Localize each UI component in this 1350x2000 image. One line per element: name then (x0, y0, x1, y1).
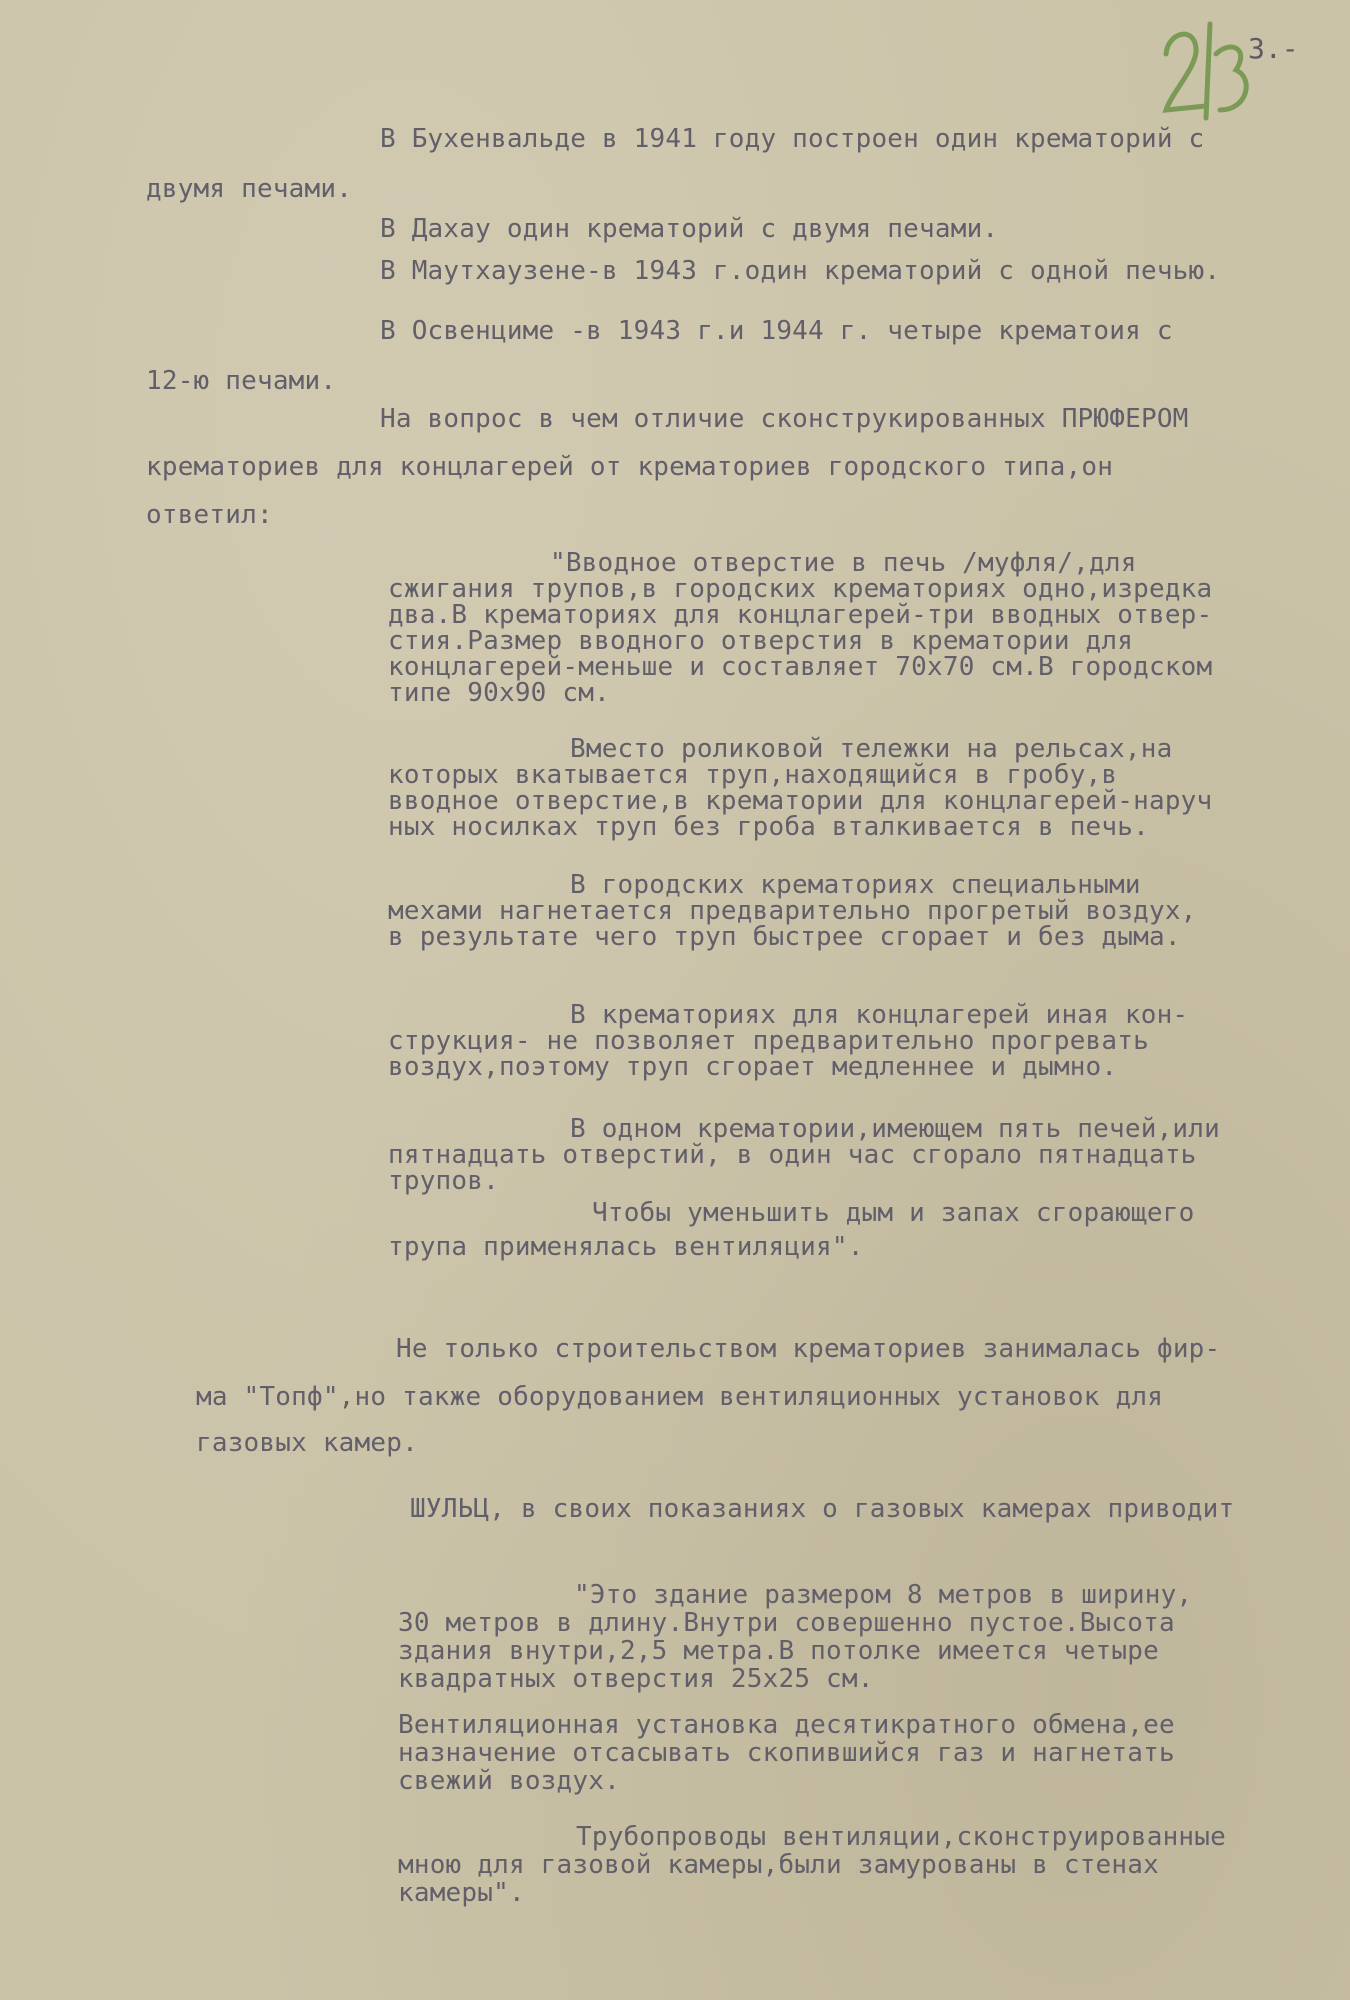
quote-line: В городских крематориях специальными (570, 870, 1141, 900)
text-line: В Освенциме -в 1943 г.и 1944 г. четыре крематоия с (380, 316, 1173, 346)
quote-line: Вместо роликовой тележки на рельсах,на (570, 734, 1173, 764)
quote-line: здания внутри,2,5 метра.В потолке имеется четыре (398, 1636, 1159, 1666)
text-line: 12-ю печами. (146, 366, 337, 396)
quote-line: квадратных отверстия 25х25 см. (398, 1664, 874, 1694)
quote-line: "Это здание размером 8 метров в ширину, (574, 1580, 1193, 1610)
quote-line: вводное отверстие,в крематории для концлагерей-наруч (388, 786, 1213, 816)
text-line: газовых камер. (196, 1428, 418, 1458)
quote-line: свежий воздух. (398, 1766, 620, 1796)
text-line: В Бухенвальде в 1941 году построен один крематорий с (380, 124, 1205, 154)
quote-line: трупов. (388, 1166, 499, 1196)
quote-line: камеры". (398, 1878, 525, 1908)
quote-line: ных носилках труп без гроба вталкивается в печь. (388, 812, 1149, 842)
quote-line: пятнадцать отверстий, в один час сгорало пятнадцать (388, 1140, 1197, 1170)
text-line: крематориев для концлагерей от крематориев городского типа,он (146, 452, 1114, 482)
text-line: В Дахау один крематорий с двумя печами. (380, 214, 999, 244)
quote-line: типе 90х90 см. (388, 678, 610, 708)
quote-line: концлагерей-меньше и составляет 70х70 см.В городском (388, 652, 1213, 682)
quote-line: 30 метров в длину.Внутри совершенно пустое.Высота (398, 1608, 1175, 1638)
quote-line: воздух,поэтому труп сгорает медленнее и дымно. (388, 1052, 1118, 1082)
quote-line: Вентиляционная установка десятикратного обмена,ее (398, 1710, 1175, 1740)
text-line: На вопрос в чем отличие сконструкированных ПРЮФЕРОМ (380, 404, 1189, 434)
text-line: ма "Топф",но также оборудованием вентиляционных установок для (196, 1382, 1164, 1412)
quote-line: мехами нагнетается предварительно прогретый воздух, (388, 896, 1197, 926)
quote-line: В одном крематории,имеющем пять печей,или (570, 1114, 1220, 1144)
quote-line: мною для газовой камеры,были замурованы в стенах (398, 1850, 1159, 1880)
quote-line: в результате чего труп быстрее сгорает и без дыма. (388, 922, 1181, 952)
quote-line: струкция- не позволяет предварительно прогревать (388, 1026, 1149, 1056)
quote-line: сжигания трупов,в городских крематориях одно,изредка (388, 574, 1213, 604)
text-line: ШУЛЬЦ, в своих показаниях о газовых камерах приводит (410, 1494, 1235, 1524)
quote-line: В крематориях для концлагерей иная кон- (570, 1000, 1189, 1030)
quote-line: стия.Размер вводного отверстия в крематории для (388, 626, 1134, 656)
quote-line: два.В крематориях для концлагерей-три вводных отвер- (388, 600, 1213, 630)
quote-line: трупа применялась вентиляция". (388, 1232, 864, 1262)
quote-line: назначение отсасывать скопившийся газ и нагнетать (398, 1738, 1175, 1768)
text-line: Не только строительством крематориев занималась фир- (396, 1334, 1221, 1364)
text-line: двумя печами. (146, 174, 353, 204)
handwritten-folio-number (1158, 14, 1258, 124)
quote-line: Трубопроводы вентиляции,сконструированные (576, 1822, 1226, 1852)
quote-line: которых вкатывается труп,находящийся в гробу,в (388, 760, 1118, 790)
text-line: ответил: (146, 500, 273, 530)
quote-line: Чтобы уменьшить дым и запах сгорающего (592, 1198, 1195, 1228)
page-number: 3.- (1248, 32, 1299, 65)
quote-line: "Вводное отверстие в печь /муфля/,для (550, 548, 1137, 578)
text-line: В Маутхаузене-в 1943 г.один крематорий с одной печью. (380, 256, 1221, 286)
